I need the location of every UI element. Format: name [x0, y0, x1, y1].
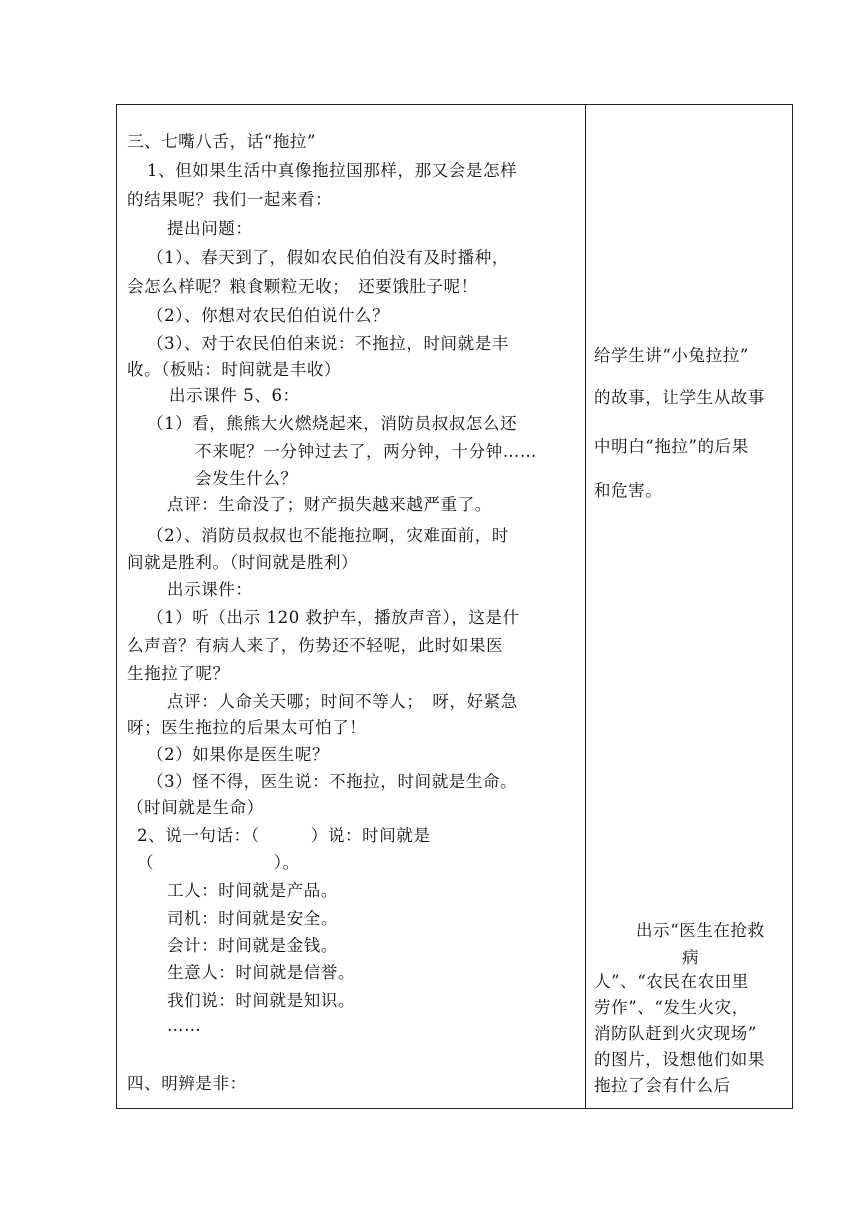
section-heading: 三、七嘴八舌，话“拖拉”: [127, 132, 317, 151]
text-line: 2、说一句话：（ ）说：时间就是: [137, 826, 431, 845]
example-line: 我们说：时间就是知识。: [167, 991, 356, 1010]
text-line: （时间就是生命）: [127, 798, 264, 817]
text-line: （ ）。: [137, 853, 300, 872]
note-line: 出示“医生在抢救: [636, 921, 765, 940]
text-line: 生拖拉了呢？: [127, 664, 230, 683]
text-line: 间就是胜利。（时间就是胜利）: [127, 553, 359, 572]
note-line: 劳作”、“发生火灾，: [594, 998, 749, 1017]
note-line: 拖拉了会有什么后: [594, 1076, 731, 1095]
note-line: 人”、“农民在农田里: [594, 972, 749, 991]
text-line: 出示课件 5、6：: [169, 386, 300, 405]
text-line: （1）、春天到了，假如农民伯伯没有及时播种，: [147, 248, 509, 267]
text-line: 会怎么样呢？粮食颗粒无收； 还要饿肚子呢！: [127, 277, 478, 296]
note-line: 消防队赶到火灾现场”: [594, 1024, 757, 1043]
text-line: 的结果呢？我们一起来看：: [127, 190, 333, 209]
section-heading: 四、明辨是非：: [127, 1074, 247, 1093]
comment-line: 点评：人命关天哪；时间不等人； 呀，好紧急: [167, 692, 518, 711]
example-line: 生意人：时间就是信誉。: [167, 963, 356, 982]
text-line: 不来呢？一分钟过去了，两分钟，十分钟……: [195, 442, 537, 461]
note-line: 给学生讲“小兔拉拉”: [594, 346, 749, 365]
text-line: （1）看，熊熊大火燃烧起来，消防员叔叔怎么还: [147, 414, 518, 433]
text-line: 提出问题：: [167, 219, 253, 238]
example-line: 司机：时间就是安全。: [167, 909, 338, 928]
text-line: 出示课件：: [167, 580, 253, 599]
text-line: 么声音？有病人来了，伤势还不轻呢，此时如果医: [127, 636, 504, 655]
note-line: 的图片，设想他们如果: [594, 1050, 765, 1069]
note-line: 病: [682, 948, 700, 967]
ellipsis-line: ……: [167, 1016, 202, 1035]
text-line: （2）、消防员叔叔也不能拖拉啊，灾难面前，时: [147, 526, 509, 545]
text-line: 呀；医生拖拉的后果太可怕了！: [127, 718, 367, 737]
text-line: （2）、你想对农民伯伯说什么？: [147, 306, 390, 325]
note-line: 和危害。: [594, 481, 663, 500]
comment-line: 点评：生命没了；财产损失越来越严重了。: [167, 495, 492, 514]
text-line: （3）、对于农民伯伯来说：不拖拉，时间就是丰: [147, 334, 509, 353]
text-line: 收。（板贴：时间就是丰收）: [127, 360, 342, 379]
design-intent-cell: [586, 105, 792, 1108]
example-line: 会计：时间就是金钱。: [167, 936, 338, 955]
text-line: 1、但如果生活中真像拖拉国那样，那又会是怎样: [147, 161, 518, 180]
lesson-table: [116, 104, 793, 1109]
example-line: 工人：时间就是产品。: [167, 881, 338, 900]
text-line: （2）如果你是医生呢？: [147, 745, 330, 764]
text-line: 会发生什么？: [195, 469, 298, 488]
text-line: （1）听（出示 120 救护车，播放声音），这是什: [147, 608, 520, 627]
teaching-process-cell: [117, 105, 585, 1108]
note-line: 中明白“拖拉”的后果: [594, 437, 749, 456]
note-line: 的故事，让学生从故事: [594, 388, 765, 407]
text-line: （3）怪不得，医生说：不拖拉，时间就是生命。: [147, 772, 518, 791]
